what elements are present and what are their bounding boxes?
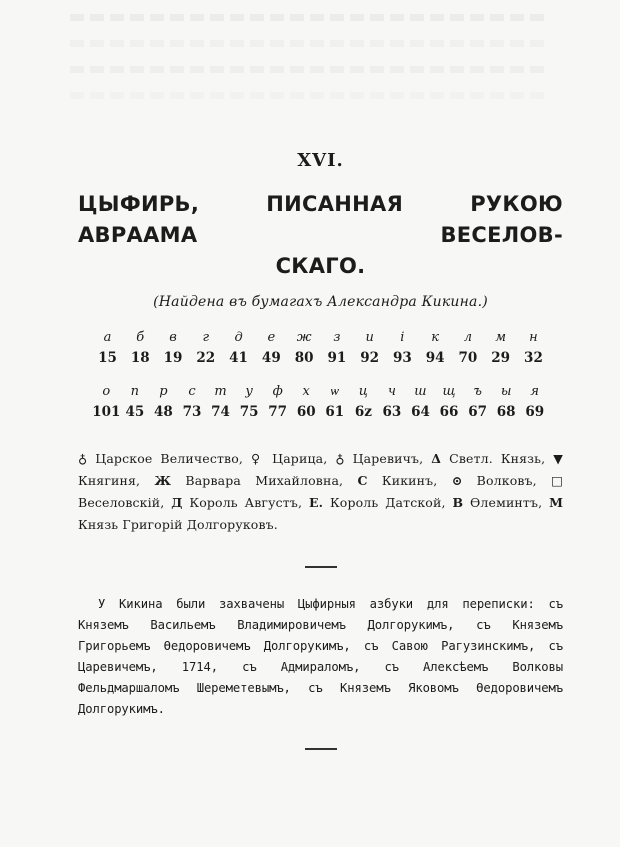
- legend-meaning: Царица,: [272, 451, 328, 466]
- cipher-letter: м: [495, 330, 507, 345]
- legend-symbol: ♁: [78, 451, 88, 466]
- cipher-number: 48: [154, 404, 173, 420]
- legend-meaning: Волковъ,: [476, 473, 537, 488]
- cipher-letter: х: [302, 384, 310, 399]
- historical-note: [78, 594, 563, 720]
- cipher-letter: я: [530, 384, 540, 399]
- cipher-number: 91: [327, 350, 347, 366]
- cipher-number: 70: [458, 350, 478, 366]
- legend-symbol: Δ: [431, 451, 442, 466]
- cipher-number: 19: [163, 350, 183, 366]
- legend-symbol: М: [549, 495, 564, 510]
- cipher-letter: б: [136, 330, 145, 345]
- cipher-table: [92, 328, 549, 422]
- legend-symbol: C: [357, 473, 368, 488]
- cipher-number: 32: [524, 350, 543, 366]
- legend-symbol: □: [551, 473, 564, 488]
- cipher-number: 101: [92, 404, 121, 420]
- cipher-letter: п: [130, 384, 140, 399]
- title-line-1: ЦЫФИРЬ, ПИСАННАЯ РУКОЮ АВРААМА ВЕСЕЛОВ-: [78, 192, 563, 247]
- cipher-letter: ж: [296, 330, 312, 345]
- cipher-number: 45: [125, 404, 145, 420]
- cipher-letter: к: [431, 330, 440, 345]
- note-paragraph: У Кикина были захвачены Цыфирныя азбуки для переписки: съ Княземъ Васильемъ Владимировичемъ Долгорукимъ, съ Княземъ Григорьемъ Өедоровичемъ Долгорукимъ, съ Савою Рагузинскимъ, съ Царевичемъ, 1714, съ Адмираломъ, съ Алексѣемъ Волковы Фельдмаршаломъ Шереметевымъ, съ Княземъ Яковомъ Өедоровичемъ Долгорукимъ.: [78, 597, 563, 716]
- cipher-letter: д: [234, 330, 243, 345]
- cipher-letter: и: [365, 330, 374, 345]
- cipher-number: 60: [296, 404, 316, 420]
- cipher-letter: н: [529, 330, 538, 345]
- cipher-numbers-row-2: [92, 402, 549, 422]
- cipher-number: 29: [491, 350, 511, 366]
- cipher-letter: о: [102, 384, 111, 399]
- cipher-number: 74: [211, 404, 230, 420]
- cipher-number: 66: [439, 404, 459, 420]
- cipher-number: 64: [411, 404, 430, 420]
- document-page: [78, 150, 563, 776]
- cipher-letter: в: [169, 330, 177, 345]
- cipher-letter: г: [202, 330, 210, 345]
- legend-symbol: ⊙: [451, 473, 463, 488]
- legend-meaning: Варвара Михайловна,: [185, 473, 344, 488]
- cipher-number: 94: [425, 350, 445, 366]
- legend-meaning: Кикинъ,: [381, 473, 438, 488]
- bleed-through-text: [70, 66, 550, 73]
- cipher-letter: ц: [358, 384, 368, 399]
- cipher-letter: а: [103, 330, 112, 345]
- legend-meaning: Царское Величество,: [95, 451, 244, 466]
- cipher-letter: ш: [414, 384, 427, 399]
- cipher-number: 6z: [354, 404, 372, 420]
- end-divider: [305, 748, 337, 750]
- legend-symbol: Ж: [154, 473, 172, 488]
- cipher-letter: с: [188, 384, 196, 399]
- cipher-number: 69: [525, 404, 545, 420]
- cipher-letters-row-2: [92, 382, 549, 402]
- cipher-number: 67: [468, 404, 487, 420]
- bleed-through-text: [70, 92, 550, 99]
- cipher-letter: щ: [442, 384, 456, 399]
- cipher-numbers-row-1: [92, 348, 549, 368]
- cipher-number: 18: [130, 350, 150, 366]
- legend-meaning: Князь Григорій Долгоруковъ.: [78, 517, 278, 532]
- cipher-number: 93: [392, 350, 412, 366]
- legend-meaning: Светл. Князь,: [449, 451, 546, 466]
- legend-symbol: ♀: [251, 451, 265, 466]
- cipher-letter: т: [214, 384, 227, 399]
- document-title: [78, 189, 563, 282]
- legend-symbol: В: [452, 495, 464, 510]
- cipher-letter: ѡ: [330, 384, 339, 399]
- cipher-letter: ъ: [473, 384, 482, 399]
- cipher-number: 49: [261, 350, 281, 366]
- bleed-through-text: [70, 40, 550, 47]
- cipher-letter: ф: [272, 384, 283, 399]
- section-number: XVI.: [297, 150, 344, 171]
- cipher-number: 68: [496, 404, 516, 420]
- cipher-letter: л: [463, 330, 473, 345]
- legend-symbol: Д: [171, 495, 183, 510]
- bleed-through-text: [70, 14, 550, 21]
- cipher-number: 75: [239, 404, 259, 420]
- legend-meaning: Княгиня,: [78, 473, 141, 488]
- legend-meaning: Өлеминтъ,: [470, 495, 543, 510]
- cipher-letter: ч: [387, 384, 396, 399]
- cipher-number: 41: [229, 350, 248, 366]
- cipher-number: 77: [268, 404, 288, 420]
- section-divider: [305, 566, 337, 568]
- cipher-letter: і: [400, 330, 405, 345]
- cipher-symbol-legend: [78, 448, 563, 536]
- cipher-number: 80: [294, 350, 314, 366]
- legend-symbol: Е.: [308, 495, 324, 510]
- legend-meaning: Король Датской,: [329, 495, 446, 510]
- legend-meaning: Царевичъ,: [352, 451, 424, 466]
- cipher-number: 61: [325, 404, 345, 420]
- document-subtitle: (Найдена въ бумагахъ Александра Кикина.): [153, 294, 488, 310]
- cipher-number: 73: [182, 404, 202, 420]
- cipher-number: 63: [382, 404, 402, 420]
- cipher-letter: ы: [500, 384, 512, 399]
- title-line-2: СКАГО.: [275, 254, 366, 278]
- cipher-letters-row-1: [92, 328, 549, 348]
- cipher-letter: у: [245, 384, 253, 399]
- legend-meaning: Веселовскій,: [78, 495, 165, 510]
- cipher-number: 92: [360, 350, 380, 366]
- legend-symbol: ♁: [335, 451, 345, 466]
- legend-symbol: ▼: [553, 451, 563, 466]
- cipher-number: 15: [98, 350, 117, 366]
- cipher-letter: р: [159, 384, 168, 399]
- cipher-number: 22: [196, 350, 216, 366]
- cipher-letter: е: [267, 330, 276, 345]
- cipher-letter: з: [333, 330, 341, 345]
- legend-meaning: Король Августъ,: [189, 495, 303, 510]
